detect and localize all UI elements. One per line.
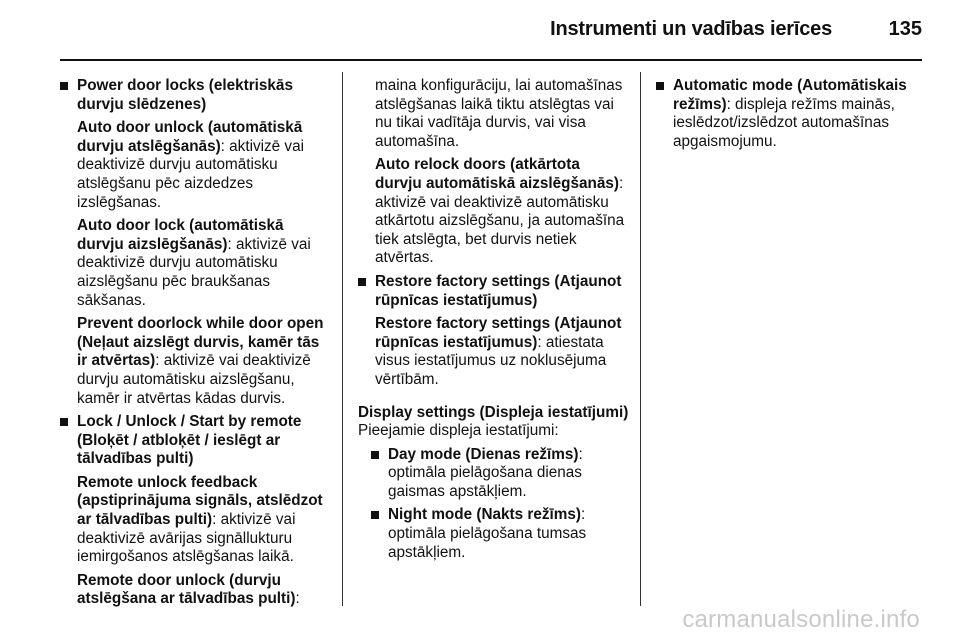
setting-text: : aktivizē vai deaktivizē durvju automātisku atslēgšanu pēc aizdedzes izslēgšanas. bbox=[77, 137, 304, 211]
item-text: : optimāla pielāgošana dienas gaismas apstākļiem. bbox=[388, 445, 583, 500]
setting-title: Auto door unlock (automātiskā durvju atslēgšanās) bbox=[77, 119, 303, 155]
item-title: Automatic mode (Automātiskais režīms) bbox=[673, 77, 907, 113]
page-number: 135 bbox=[888, 18, 922, 40]
list-item-restore-factory bbox=[358, 273, 630, 310]
list-item-day-mode bbox=[358, 446, 630, 502]
bullet-icon bbox=[371, 511, 379, 519]
column-3 bbox=[656, 77, 918, 156]
continued-text: maina konfigurāciju, lai automašīnas atslēgšanas laikā tiktu atslēgtas vai nu tikai vadītāja durvis, vai visa automašīna. bbox=[375, 77, 623, 150]
watermark-logo: carmanualsonline.info bbox=[682, 606, 920, 633]
section-intro: Pieejamie displeja iestatījumi: bbox=[358, 422, 559, 440]
bullet-icon bbox=[371, 451, 379, 459]
setting-auto-relock-doors bbox=[358, 156, 630, 268]
list-item-night-mode bbox=[358, 506, 630, 562]
list-item-automatic-mode bbox=[656, 77, 918, 151]
setting-text: : aktivizē vai deaktivizē durvju automātisku aizslēgšanu, kamēr ir atvērtas kādas durvis. bbox=[77, 352, 311, 407]
bullet-icon bbox=[656, 82, 664, 90]
setting-restore-factory bbox=[358, 315, 630, 389]
bullet-icon bbox=[60, 82, 68, 90]
item-text: : optimāla pielāgošana tumsas apstākļiem. bbox=[388, 506, 587, 561]
setting-title: Auto door lock (automātiskā durvju aizslēgšanās) bbox=[77, 217, 284, 253]
column-2 bbox=[358, 77, 630, 567]
bullet-icon bbox=[60, 418, 68, 426]
setting-remote-door-unlock bbox=[60, 572, 332, 609]
page-header bbox=[0, 0, 960, 60]
setting-title: Auto relock doors (atkārtota durvju automātiskā aizslēgšanās) bbox=[375, 156, 619, 192]
section-heading: Display settings (Displeja iestatījumi) bbox=[358, 403, 629, 421]
setting-title: Remote unlock feedback (apstiprinājuma signāls, atslēdzot ar tālvadības pulti) bbox=[77, 473, 323, 529]
setting-text: : aktivizē vai deaktivizē durvju automātisku aizslēgšanu pēc braukšanas sākšanas. bbox=[77, 235, 311, 309]
setting-text: : atiestata visus iestatījumus uz noklusējuma vērtībām. bbox=[375, 333, 607, 388]
setting-auto-door-unlock bbox=[60, 119, 332, 212]
setting-auto-door-lock bbox=[60, 217, 332, 310]
setting-title: Remote door unlock (durvju atslēgšana ar tālvadības pulti) bbox=[77, 571, 296, 608]
setting-remote-unlock-feedback bbox=[60, 474, 332, 567]
item-title: Day mode (Dienas režīms) bbox=[388, 445, 579, 463]
header-divider bbox=[60, 59, 922, 61]
header-title: Instrumenti un vadības ierīces bbox=[550, 18, 832, 40]
item-title: Power door locks (elektriskās durvju slēdzenes) bbox=[77, 77, 293, 113]
setting-title: Restore factory settings (Atjaunot rūpnīcas iestatījumus) bbox=[375, 315, 622, 351]
column-1 bbox=[60, 77, 332, 614]
setting-prevent-doorlock bbox=[60, 315, 332, 408]
setting-text: : aktivizē vai deaktivizē automātisku atkārtotu aizslēgšanu, ja automašīna tiek atslēgta, bet durvis netiek atvērtas. bbox=[375, 174, 625, 267]
item-text: : displeja režīms mainās, ieslēdzot/izslēdzot automašīnas apgaismojumu. bbox=[673, 95, 895, 150]
list-item-lock-unlock-start bbox=[60, 413, 332, 469]
display-settings-section bbox=[358, 404, 630, 563]
item-title: Night mode (Nakts režīms) bbox=[388, 506, 581, 524]
setting-text: : bbox=[295, 590, 300, 608]
setting-text: : aktivizē vai deaktivizē avārijas signāllukturu iemirgošanos atslēgšanas laikā. bbox=[77, 511, 296, 566]
item-title: Lock / Unlock / Start by remote (Bloķēt / atbloķēt / ieslēgt ar tālvadības pulti) bbox=[77, 413, 302, 468]
column-divider-1 bbox=[342, 72, 343, 606]
item-title: Restore factory settings (Atjaunot rūpnīcas iestatījumus) bbox=[375, 272, 622, 309]
setting-title: Prevent doorlock while door open (Neļaut aizslēgt durvis, kamēr tās ir atvērtas) bbox=[77, 315, 324, 370]
column-divider-2 bbox=[640, 72, 641, 606]
list-item-power-door-locks bbox=[60, 77, 332, 114]
bullet-icon bbox=[358, 278, 366, 286]
